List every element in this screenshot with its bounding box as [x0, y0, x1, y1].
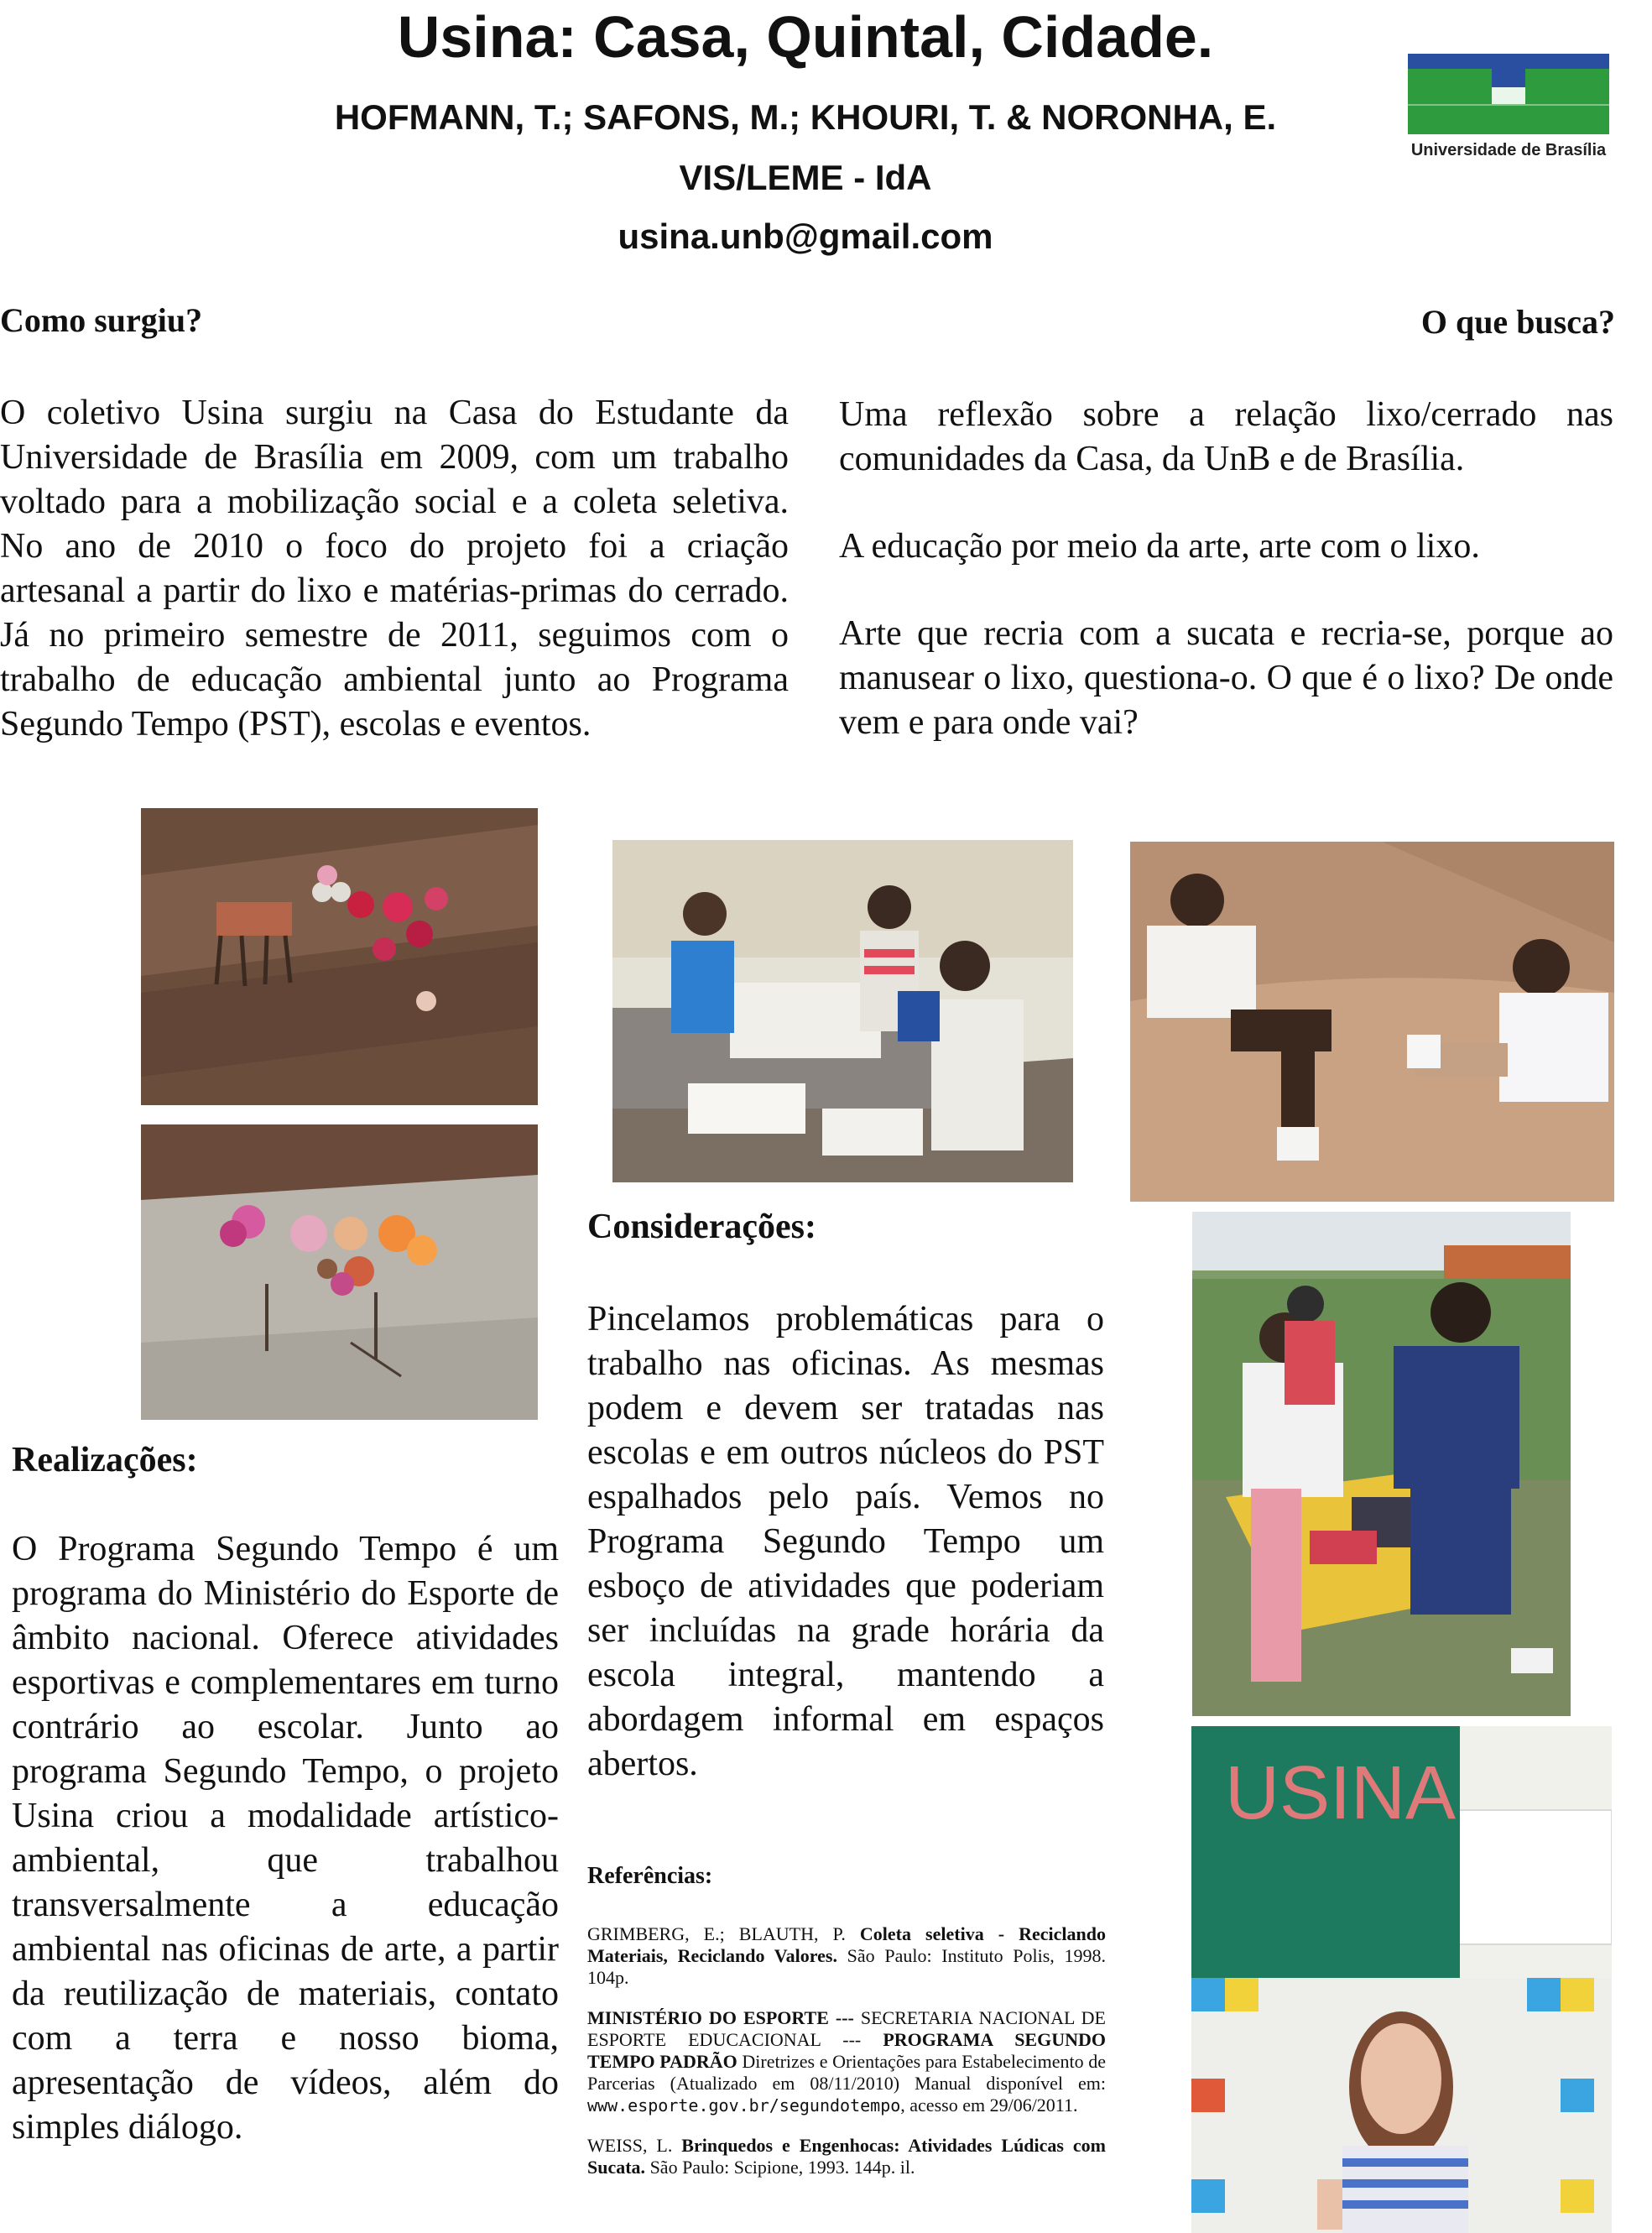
- ref2-url-link[interactable]: www.esporte.gov.br/segundotempo: [587, 2095, 901, 2116]
- busca-paragraph-2: A educação por meio da arte, arte com o lixo.: [839, 527, 1480, 566]
- poster-title: Usina: Casa, Quintal, Cidade.: [397, 4, 1214, 70]
- photo-boys-on-ground: [1130, 842, 1614, 1202]
- photo-brick-animal-art: [141, 808, 538, 1105]
- heading-realizacoes: Realizações:: [12, 1441, 198, 1479]
- realizacoes-text: O Programa Segundo Tempo é um programa do Ministério do Esporte de âmbito nacional. Oferece atividades esportivas e complementares em turno contrário ao escolar. Junto ao programa Segundo Tempo, o projeto Usina criou a modalidade artístico-ambiental, que trabalhou transversalmente a educação ambiental nas oficinas de arte, a partir da reutilização de materiais, contato com a terra e nosso bioma, apresentação de vídeos, além do simples diálogo.: [12, 1530, 559, 2147]
- ref3-title: Brinquedos e Engenhocas: Atividades Lúdicas com Sucata.: [587, 2135, 1106, 2178]
- references-list: [587, 1923, 1106, 2197]
- ref2-rest: Diretrizes e Orientações para Estabelecimento de Parcerias (Atualizado em 08/11/2010) Manual disponível em:: [587, 2051, 1106, 2094]
- o-que-busca-text: [839, 393, 1613, 788]
- logo-caption: Universidade de Brasília: [1410, 141, 1607, 159]
- affiliation-line: VIS/LEME - IdA: [679, 158, 932, 197]
- photo-girl-usina-banner: [1191, 1726, 1612, 2233]
- como-surgiu-text: O coletivo Usina surgiu na Casa do Estudante da Universidade de Brasília em 2009, com um trabalho voltado para a mobilização social e a coleta seletiva. No ano de 2010 o foco do projeto foi a criação artesanal a partir do lixo e matérias-primas do cerrado. Já no primeiro semestre de 2011, seguimos com o trabalho de educação ambiental junto ao Programa Segundo Tempo (PST), escolas e eventos.: [0, 394, 789, 743]
- ref1-title: Coleta seletiva - Reciclando Materiais, Reciclando Valores.: [587, 1923, 1107, 1966]
- photo-kids-outdoor-table: [1192, 1212, 1571, 1716]
- ref1-authors: GRIMBERG, E.; BLAUTH, P.: [587, 1923, 860, 1944]
- ref2-access: , acesso em 29/06/2011.: [900, 2095, 1078, 2116]
- email-line: usina.unb@gmail.com: [618, 217, 993, 256]
- busca-paragraph-1: Uma reflexão sobre a relação lixo/cerrado nas comunidades da Casa, da UnB e de Brasília.: [839, 395, 1613, 478]
- photo-flower-figures-art: [141, 1124, 538, 1420]
- ref3-rest: São Paulo: Scipione, 1993. 144p. il.: [645, 2157, 915, 2178]
- authors-line: HOFMANN, T.; SAFONS, M.; KHOURI, T. & NORONHA, E.: [334, 97, 1277, 137]
- ref1-rest: São Paulo: Instituto Polis, 1998. 104p.: [587, 1945, 1106, 1988]
- heading-como-surgiu: Como surgiu?: [0, 301, 203, 339]
- ref2-org: MINISTÉRIO DO ESPORTE ---: [587, 2007, 854, 2028]
- consideracoes-text: Pincelamos problemáticas para o trabalho nas oficinas. As mesmas podem e devem ser tratadas nas escolas e em outros núcleos do PST espalhados pelo país. Vemos no Programa Segundo Tempo um esboço de atividades que poderiam ser incluídas na grade horária da escola integral, mantendo a abordagem informal em espaços abertos.: [587, 1300, 1104, 1783]
- reference-1: [587, 1923, 1106, 1989]
- unb-logo-icon: [1408, 54, 1609, 134]
- unb-logo: [1408, 54, 1609, 163]
- heading-referencias: Referências:: [587, 1863, 713, 1889]
- ref2-title: PROGRAMA SEGUNDO TEMPO PADRÃO: [587, 2029, 1106, 2072]
- busca-paragraph-3: Arte que recria com a sucata e recria-se, porque ao manusear o lixo, questiona-o. O que é o lixo? De onde vem e para onde vai?: [839, 614, 1613, 742]
- reference-2: [587, 2007, 1106, 2116]
- banner-usina-text: USINA: [1225, 1751, 1457, 1835]
- photo-classroom-workshop: [612, 840, 1073, 1182]
- heading-o-que-busca: O que busca?: [1420, 303, 1615, 341]
- heading-consideracoes: Considerações:: [587, 1208, 816, 1246]
- ref2-dept: SECRETARIA NACIONAL DE ESPORTE EDUCACIONAL ---: [587, 2007, 1106, 2050]
- ref3-authors: WEISS, L.: [587, 2135, 682, 2156]
- reference-3: [587, 2135, 1106, 2178]
